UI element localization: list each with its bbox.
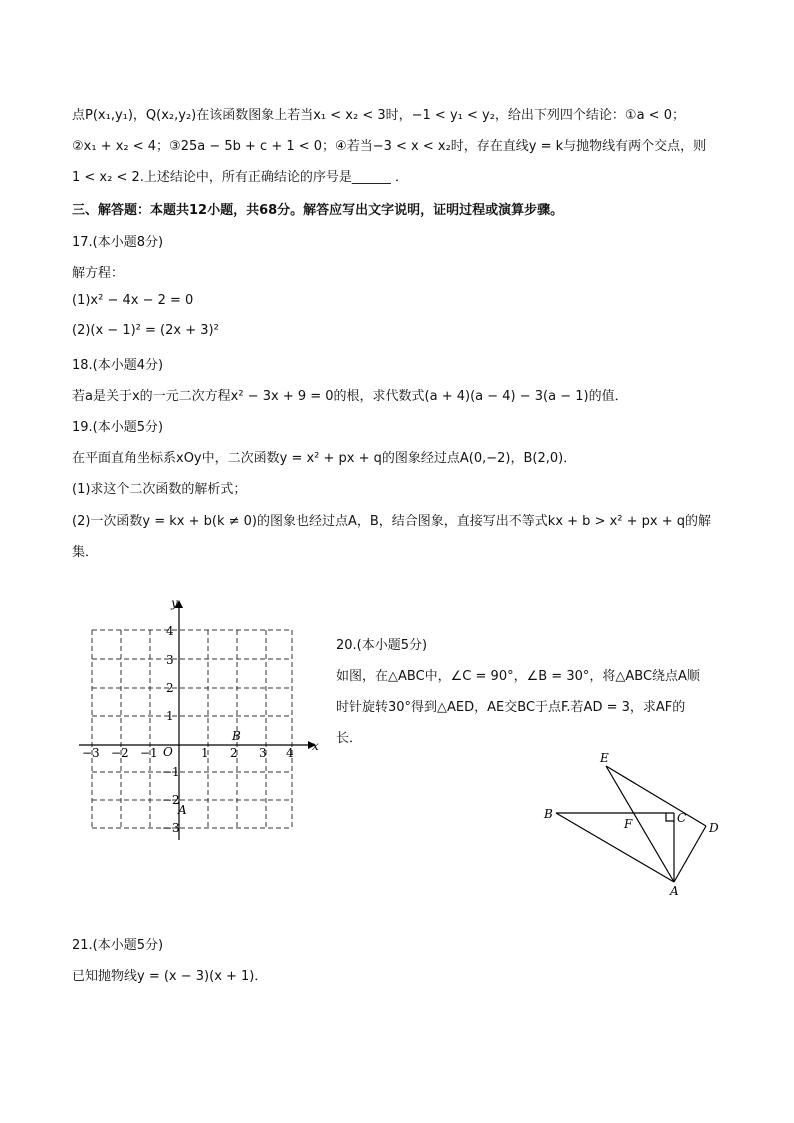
q20-line-2: 时针旋转30°得到△AED，AE交BC于点F.若AD = 3，求AF的 [336, 700, 686, 715]
q19-text: 在平面直角坐标系xOy中，二次函数y = x² + px + q的图象经过点A(0,−2)，B(2,0)． [72, 451, 577, 466]
q20-line-1: 如图，在△ABC中，∠C = 90°，∠B = 30°，将△ABC绕点A顺 [336, 669, 700, 684]
x-tick-label: 2 [230, 746, 238, 760]
y-axis-label: y [171, 596, 178, 610]
q19-part1: (1)求这个二次函数的解析式； [72, 482, 247, 497]
vertex-a-label: A [670, 884, 679, 898]
section-heading: 三、解答题：本题共12小题，共68分。解答应写出文字说明，证明过程或演算步骤。 [72, 203, 564, 218]
q17-part1: (1)x² − 4x − 2 = 0 [72, 293, 194, 308]
q17-header: 17.(本小题8分) [72, 235, 164, 250]
triangle-figure [538, 748, 738, 898]
y-tick-label: −1 [162, 765, 180, 779]
vertex-b-label: B [544, 807, 553, 821]
coordinate-grid-figure [74, 590, 334, 850]
y-tick-label: 4 [166, 624, 174, 638]
q19-header: 19.(本小题5分) [72, 420, 164, 435]
point-f-label: F [624, 817, 633, 831]
q18-text: 若a是关于x的一元二次方程x² − 3x + 9 = 0的根，求代数式(a + 4)(a − 4) − 3(a − 1)的值． [72, 389, 628, 404]
q20-line-3: 长． [336, 731, 363, 746]
text-line-3: 1 < x₂ < 2.上述结论中，所有正确结论的序号是______ ． [72, 170, 409, 185]
q21-header: 21.(本小题5分) [72, 938, 164, 953]
x-tick-label: 4 [286, 746, 294, 760]
y-tick-label: −2 [162, 793, 180, 807]
x-tick-label: −1 [140, 746, 158, 760]
x-axis-label: x [312, 739, 319, 753]
text-line-1: 点P(x₁,y₁)，Q(x₂,y₂)在该函数图象上若当x₁ < x₂ < 3时，−1 < y₁ < y₂，给出下列四个结论：①a < 0； [72, 108, 685, 123]
point-a-label: A [178, 803, 187, 817]
x-tick-label: 1 [201, 746, 209, 760]
q19-part2: (2)一次函数y = kx + b(k ≠ 0)的图象也经过点A，B，结合图象，直接写出不等式kx + b > x² + px + q的解 [72, 514, 712, 529]
text-line-2: ②x₁ + x₂ < 4；③25a − 5b + c + 1 < 0；④若当−3 < x < x₂时，存在直线y = k与抛物线有两个交点，则 [72, 139, 707, 154]
q17-part2: (2)(x − 1)² = (2x + 3)² [72, 323, 219, 338]
y-tick-label: 2 [166, 681, 174, 695]
q17-instruction: 解方程： [72, 266, 125, 281]
q20-header: 20.(本小题5分) [336, 638, 428, 653]
q21-text: 已知抛物线y = (x − 3)(x + 1)． [72, 969, 268, 984]
x-tick-label: −2 [111, 746, 129, 760]
point-b-label: B [232, 729, 241, 743]
x-tick-label: 3 [259, 746, 267, 760]
y-tick-label: −3 [162, 821, 180, 835]
y-tick-label: 3 [166, 653, 174, 667]
vertex-c-label: C [677, 811, 687, 825]
vertex-e-label: E [600, 751, 609, 765]
q18-header: 18.(本小题4分) [72, 358, 164, 373]
origin-label: O [163, 745, 173, 759]
y-tick-label: 1 [166, 709, 174, 723]
x-tick-label: −3 [82, 746, 100, 760]
q19-part2-cont: 集． [72, 545, 99, 560]
vertex-d-label: D [709, 821, 719, 835]
